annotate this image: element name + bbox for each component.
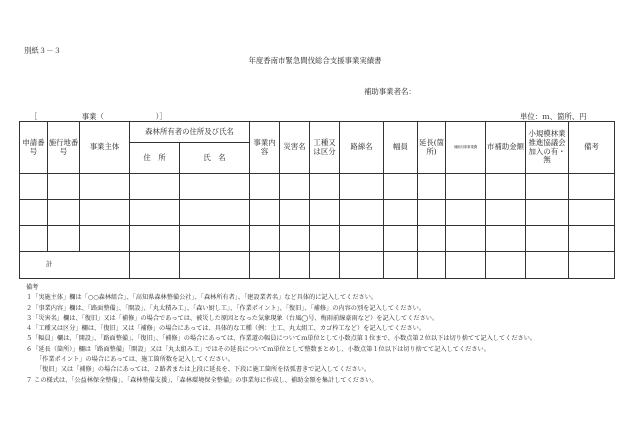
header-content: 事業内容 [250, 122, 280, 174]
notes-section [26, 283, 626, 386]
header-length: 延長(箇所) [418, 122, 446, 174]
header-disaster: 災害名 [280, 122, 310, 174]
note-line: ５「幅員」欄は、「開設」、「路面整備」、「復旧」、「補修」の場合にあっては、作業道の幅員についてｍ単位として小数点第１位まで、小数点第２位以下は切り捨てて記入してください。 [26, 335, 537, 343]
header-address: 住 所 [130, 143, 180, 174]
header-remarks: 備考 [569, 122, 615, 174]
notes-heading: 備考 [26, 284, 39, 291]
note-line: ３「災害名」欄は、「復旧」又は「補修」の場合であっては、被災した原因となった気象現象（台風◯号、梅雨前線豪雨など）を記入してください。 [26, 314, 439, 322]
total-label: 計 [20, 252, 130, 279]
header-subsidy: 市補助金額 [486, 122, 526, 174]
note-line: 「作業ポイント」の場合にあっては、施工箇所数を記入してください。 [36, 356, 234, 364]
note-line: １「実施主体」欄は「○○森林組合」、「高知県森林整備公社」、「森林所有者」、「建設業者名」など具体的に記入してください。 [26, 294, 378, 302]
header-operator: 事業主体 [80, 122, 130, 174]
applicant-label: 補助事業者名： [364, 87, 416, 96]
total-row [20, 252, 615, 279]
table-row [20, 226, 615, 252]
header-width: 幅員 [384, 122, 418, 174]
header-application-no: 申請番号 [20, 122, 48, 174]
unit-line: 単位：ｍ、箇所、円 [520, 112, 587, 121]
header-name: 氏 名 [180, 143, 250, 174]
note-line: ２「事業内容」欄は、「路面整備」、「開設」、「丸太積み工」、「森い厨し工」、「作業ポイント」、「復旧」、「補修」の内容の別を記入してください。 [26, 304, 426, 312]
header-owner-group: 森林所有者の住所及び氏名 [130, 122, 250, 143]
note-line: ４「工種又は区分」欄は、「復旧」又は「補修」の場合にあっては、具体的な工種（例：土工、丸太組工、カゴ枠工など）を記入してください。 [26, 325, 426, 333]
performance-table [19, 121, 615, 279]
note-line: ６「延長（箇所）」欄は「路面整備」「開設」又は「丸太組み工」ではその延長についてｍ単位として整数まとめし、小数点第１位以下は切り捨てて記入してください。 [26, 345, 490, 353]
header-council: 小規模林業推進協議会加入の有・無 [526, 122, 569, 174]
note-line: ７ この様式は、「公益林保全整備」、「森林整備支援」、「森林環境保全整備」の事業毎に作成し、補助金額を集計してください。 [26, 376, 378, 384]
header-eligible-cost: 補助対象事業費 [446, 122, 486, 174]
form-id: 別紙３－３ [24, 46, 61, 55]
table-row [20, 174, 615, 200]
header-type: 工種又は区分 [310, 122, 340, 174]
table-row [20, 200, 615, 226]
document-title: 年度香南市緊急間伐総合支援事業実績書 [248, 56, 382, 65]
header-operation-no: 施行地番号 [48, 122, 80, 174]
note-line: 「復旧」又は「補修」の場合にあっては、２路者または上段に延長を、下段に施工箇所を括弧書きで記入してください。 [36, 366, 371, 374]
project-line: ［ 事業（ ）］ [30, 112, 167, 121]
header-route: 路線名 [340, 122, 384, 174]
